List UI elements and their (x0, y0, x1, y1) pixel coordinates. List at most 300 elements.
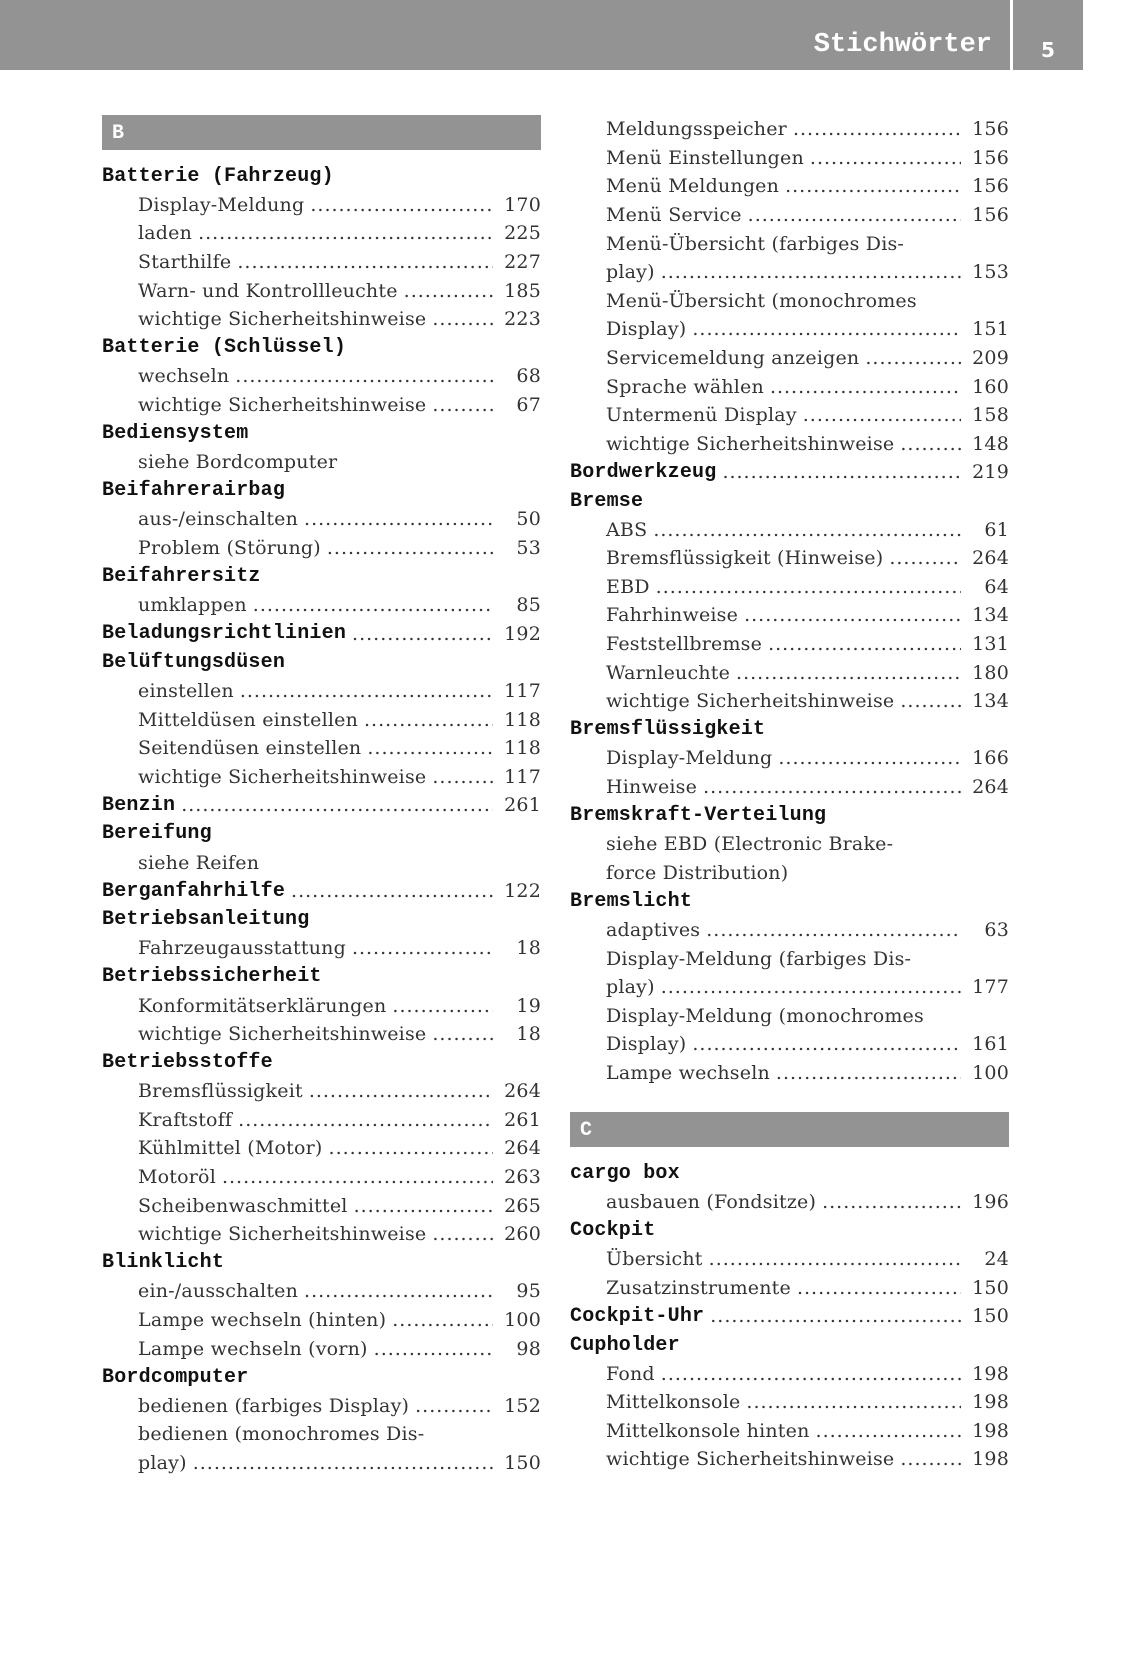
entry-text: siehe Bordcomputer (138, 451, 338, 474)
dot-leader (865, 347, 961, 369)
entry-text: Menü-Übersicht (farbiges Dis- (606, 232, 905, 255)
index-subentry (570, 944, 1009, 973)
index-subentry (570, 658, 1009, 687)
index-subentry (102, 1306, 541, 1335)
entry-text: force Distribution) (606, 861, 789, 884)
dot-leader (748, 204, 961, 226)
index-subentry (570, 372, 1009, 401)
page-reference: 24 (984, 1248, 1009, 1271)
index-keyword (102, 1363, 541, 1392)
page-reference: 64 (984, 575, 1009, 598)
page-reference: 100 (504, 1309, 541, 1332)
page-reference: 180 (972, 661, 1009, 684)
index-subentry (570, 201, 1009, 230)
index-subentry (570, 515, 1009, 544)
index-keyword (570, 801, 1009, 830)
dot-leader (392, 1309, 493, 1331)
page-reference: 134 (972, 604, 1009, 627)
entry-text: Fahrzeugausstattung (138, 937, 346, 960)
index-subentry (570, 172, 1009, 201)
dot-leader (889, 547, 961, 569)
dot-leader (900, 433, 961, 455)
entry-text: wichtige Sicherheitshinweise (138, 1223, 427, 1246)
index-keyword (102, 1249, 541, 1278)
entry-text: Menü Einstellungen (606, 146, 804, 169)
index-column-right (570, 115, 1009, 1474)
index-subentry (570, 258, 1009, 287)
page-reference: 170 (504, 193, 541, 216)
page-number-box (1013, 0, 1083, 70)
entry-text: Blinklicht (102, 1251, 225, 1275)
entry-text: Beifahrerairbag (102, 479, 286, 503)
entry-text: Bereifung (102, 822, 212, 846)
entry-text: Warnleuchte (606, 661, 731, 684)
index-subentry (570, 1030, 1009, 1059)
entry-text: Lampe wechseln (606, 1061, 770, 1084)
page-reference: 150 (504, 1452, 541, 1475)
dot-leader (392, 995, 493, 1017)
index-subentry (102, 1277, 541, 1306)
dot-leader (703, 776, 961, 798)
dot-leader (746, 1391, 961, 1413)
dot-leader (432, 394, 493, 416)
index-keyword (102, 334, 541, 363)
entry-text: Display-Meldung (monochromes (606, 1004, 924, 1027)
entry-text: Meldungsspeicher (606, 118, 787, 141)
index-subentry (102, 391, 541, 420)
entry-text: Warn- und Kontrollleuchte (138, 279, 398, 302)
index-subentry (102, 762, 541, 791)
entry-text: Kühlmittel (Motor) (138, 1137, 323, 1160)
dot-leader (291, 880, 493, 902)
entry-text: Betriebsstoffe (102, 1051, 273, 1075)
entry-text: wichtige Sicherheitshinweise (606, 1448, 895, 1471)
page-reference: 160 (972, 375, 1009, 398)
entry-text: wichtige Sicherheitshinweise (606, 690, 895, 713)
entry-text: Zusatzinstrumente (606, 1276, 791, 1299)
dot-leader (900, 1448, 961, 1470)
entry-text: Kraftstoff (138, 1108, 233, 1131)
dot-leader (709, 1248, 961, 1270)
index-keyword (102, 162, 541, 191)
dot-leader (222, 1166, 493, 1188)
index-subentry (570, 115, 1009, 144)
entry-text: play) (606, 261, 655, 284)
entry-text: Bremsflüssigkeit (Hinweise) (606, 547, 884, 570)
entry-text: Bediensystem (102, 422, 249, 446)
entry-text: Display-Meldung (138, 193, 305, 216)
index-subentry (570, 344, 1009, 373)
dot-leader (706, 919, 961, 941)
index-keyword (570, 887, 1009, 916)
entry-text: Display) (606, 1033, 687, 1056)
index-keyword (102, 562, 541, 591)
entry-text: adaptives (606, 918, 701, 941)
index-subentry (570, 1388, 1009, 1417)
index-subentry (570, 830, 1009, 859)
page-reference: 198 (972, 1419, 1009, 1442)
page-reference: 264 (504, 1137, 541, 1160)
index-subentry (102, 734, 541, 763)
page-reference: 260 (504, 1223, 541, 1246)
entry-text: Beladungsrichtlinien (102, 622, 347, 646)
page-reference: 152 (504, 1394, 541, 1417)
header-bar (0, 0, 1010, 70)
index-subentry (570, 858, 1009, 887)
dot-leader (354, 1195, 493, 1217)
page-reference: 265 (504, 1194, 541, 1217)
index-subentry (570, 229, 1009, 258)
dot-leader (778, 747, 961, 769)
entry-text: umklappen (138, 594, 247, 617)
page-reference: 117 (504, 765, 541, 788)
dot-leader (661, 1363, 961, 1385)
index-keyword (102, 905, 541, 934)
index-subentry (570, 401, 1009, 430)
index-subentry (102, 1020, 541, 1049)
entry-text: Untermenü Display (606, 404, 797, 427)
entry-text: play) (606, 976, 655, 999)
dot-leader (374, 1338, 493, 1360)
index-keyword (102, 477, 541, 506)
page-reference: 98 (516, 1337, 541, 1360)
entry-text: Sprache wählen (606, 375, 764, 398)
page-reference: 85 (516, 594, 541, 617)
dot-leader (710, 1305, 961, 1327)
entry-text: Cockpit-Uhr (570, 1304, 705, 1328)
index-keyword (102, 620, 541, 649)
page-reference: 156 (972, 204, 1009, 227)
dot-leader (364, 709, 493, 731)
index-subentry (570, 287, 1009, 316)
page-reference: 148 (972, 432, 1009, 455)
index-subentry (102, 248, 541, 277)
page-reference: 198 (972, 1391, 1009, 1414)
index-subentry (102, 219, 541, 248)
index-subentry (102, 362, 541, 391)
page-reference: 18 (516, 937, 541, 960)
entry-text: bedienen (monochromes Dis- (138, 1423, 425, 1446)
index-subentry (102, 991, 541, 1020)
index-subentry (570, 1188, 1009, 1217)
page-reference: 177 (972, 976, 1009, 999)
page-reference: 19 (516, 994, 541, 1017)
index-keyword (102, 1048, 541, 1077)
dot-leader (770, 376, 961, 398)
index-subentry (570, 601, 1009, 630)
dot-leader (193, 1452, 493, 1474)
entry-text: ein-/ausschalten (138, 1280, 299, 1303)
dot-leader (329, 1137, 493, 1159)
dot-leader (432, 1223, 493, 1245)
index-subentry (102, 191, 541, 220)
entry-text: Bremslicht (570, 889, 693, 913)
index-subentry (570, 430, 1009, 459)
entry-text: EBD (606, 575, 650, 598)
index-keyword (102, 791, 541, 820)
entry-text: aus-/einschalten (138, 508, 299, 531)
entry-text: Display) (606, 318, 687, 341)
dot-leader (810, 147, 961, 169)
entry-text: Menü Service (606, 204, 742, 227)
index-subentry (102, 677, 541, 706)
entry-text: wichtige Sicherheitshinweise (138, 394, 427, 417)
page-reference: 264 (504, 1080, 541, 1103)
page-reference: 198 (972, 1448, 1009, 1471)
index-subentry (570, 144, 1009, 173)
page-reference: 158 (972, 404, 1009, 427)
entry-text: Cockpit (570, 1219, 656, 1243)
page-reference: 156 (972, 175, 1009, 198)
dot-leader (776, 1062, 961, 1084)
dot-leader (432, 766, 493, 788)
dot-leader (404, 280, 493, 302)
entry-text: Starthilfe (138, 251, 232, 274)
dot-leader (803, 404, 961, 426)
letter-section-header: B (102, 115, 541, 150)
entry-text: Menü Meldungen (606, 175, 780, 198)
page-reference: 118 (504, 708, 541, 731)
entry-text: Bremsflüssigkeit (570, 718, 766, 742)
entry-text: Beifahrersitz (102, 565, 261, 589)
entry-text: Lampe wechseln (vorn) (138, 1337, 368, 1360)
dot-leader (692, 318, 961, 340)
dot-leader (661, 261, 961, 283)
index-keyword (102, 419, 541, 448)
index-subentry (102, 1392, 541, 1421)
dot-leader (900, 690, 961, 712)
index-subentry (570, 573, 1009, 602)
index-subentry (102, 848, 541, 877)
dot-leader (181, 794, 493, 816)
dot-leader (736, 662, 961, 684)
page-reference: 264 (972, 547, 1009, 570)
index-column-left (102, 115, 541, 1477)
dot-leader (692, 1033, 961, 1055)
dot-leader (415, 1395, 493, 1417)
entry-text: Problem (Störung) (138, 537, 321, 560)
page-reference: 150 (972, 1305, 1009, 1328)
index-keyword (570, 1216, 1009, 1245)
page-reference: 223 (504, 308, 541, 331)
entry-text: wichtige Sicherheitshinweise (138, 1023, 427, 1046)
page-reference: 18 (516, 1023, 541, 1046)
index-keyword (102, 820, 541, 849)
index-subentry (570, 1417, 1009, 1446)
entry-text: Belüftungsdüsen (102, 650, 286, 674)
index-subentry (102, 1191, 541, 1220)
index-subentry (570, 687, 1009, 716)
entry-text: Fahrhinweise (606, 604, 739, 627)
page-reference: 134 (972, 690, 1009, 713)
page-reference: 196 (972, 1191, 1009, 1214)
entry-text: Betriebsanleitung (102, 908, 310, 932)
entry-text: Display-Meldung (606, 747, 773, 770)
dot-leader (816, 1420, 961, 1442)
index-subentry (570, 973, 1009, 1002)
page-reference: 61 (984, 518, 1009, 541)
entry-text: Scheibenwaschmittel (138, 1194, 348, 1217)
page-reference: 261 (504, 794, 541, 817)
dot-leader (367, 737, 493, 759)
dot-leader (352, 623, 493, 645)
entry-text: Feststellbremse (606, 632, 763, 655)
dot-leader (309, 1080, 493, 1102)
page-reference: 263 (504, 1166, 541, 1189)
dot-leader (304, 1280, 493, 1302)
index-keyword (570, 1159, 1009, 1188)
index-subentry (102, 1163, 541, 1192)
dot-leader (785, 175, 961, 197)
entry-text: Motoröl (138, 1166, 216, 1189)
dot-leader (744, 604, 961, 626)
entry-text: Display-Meldung (farbiges Dis- (606, 947, 912, 970)
page-reference: 161 (972, 1033, 1009, 1056)
entry-text: wichtige Sicherheitshinweise (138, 765, 427, 788)
spacer (570, 1087, 1009, 1112)
entry-text: Cupholder (570, 1333, 680, 1357)
dot-leader (653, 519, 961, 541)
dot-leader (304, 508, 493, 530)
page-reference: 67 (516, 394, 541, 417)
index-subentry (102, 1220, 541, 1249)
entry-text: Bordcomputer (102, 1365, 249, 1389)
entry-text: Benzin (102, 793, 176, 817)
entry-text: Fond (606, 1362, 655, 1385)
dot-leader (253, 594, 493, 616)
page-reference: 156 (972, 118, 1009, 141)
entry-text: bedienen (farbiges Display) (138, 1394, 410, 1417)
index-subentry (570, 1001, 1009, 1030)
page-reference: 166 (972, 747, 1009, 770)
index-keyword (102, 877, 541, 906)
index-keyword (570, 458, 1009, 487)
dot-leader (768, 633, 961, 655)
index-subentry (102, 448, 541, 477)
dot-leader (237, 251, 493, 273)
index-subentry (102, 305, 541, 334)
dot-leader (327, 537, 493, 559)
entry-text: Mittelkonsole (606, 1391, 741, 1414)
index-keyword (570, 1331, 1009, 1360)
entry-text: Bordwerkzeug (570, 460, 717, 484)
index-subentry (102, 534, 541, 563)
page-reference: 225 (504, 222, 541, 245)
entry-text: Bremsflüssigkeit (138, 1080, 303, 1103)
index-subentry (570, 1274, 1009, 1303)
entry-text: siehe EBD (Electronic Brake- (606, 833, 894, 856)
page-reference: 53 (516, 537, 541, 560)
index-keyword (570, 1302, 1009, 1331)
entry-text: cargo box (570, 1161, 680, 1185)
index-subentry (570, 1445, 1009, 1474)
entry-text: wichtige Sicherheitshinweise (138, 308, 427, 331)
entry-text: Servicemeldung anzeigen (606, 347, 860, 370)
dot-leader (722, 461, 961, 483)
index-keyword (102, 963, 541, 992)
entry-text: Übersicht (606, 1248, 703, 1271)
entry-text: siehe Reifen (138, 851, 260, 874)
entry-text: Bremse (570, 489, 644, 513)
section-title: Stichwörter (813, 30, 992, 60)
page-reference: 153 (972, 261, 1009, 284)
index-subentry (570, 1245, 1009, 1274)
index-subentry (570, 315, 1009, 344)
dot-leader (235, 365, 493, 387)
index-subentry (102, 934, 541, 963)
index-subentry (102, 1449, 541, 1478)
entry-text: Mitteldüsen einstellen (138, 708, 359, 731)
page-reference: 264 (972, 775, 1009, 798)
entry-text: play) (138, 1452, 187, 1475)
page-reference: 227 (504, 251, 541, 274)
page-reference: 209 (972, 347, 1009, 370)
index-keyword (102, 648, 541, 677)
entry-text: Berganfahrhilfe (102, 879, 286, 903)
dot-leader (238, 1109, 493, 1131)
index-subentry (570, 773, 1009, 802)
entry-text: Lampe wechseln (hinten) (138, 1309, 387, 1332)
index-keyword (570, 715, 1009, 744)
page-reference: 63 (984, 918, 1009, 941)
entry-text: laden (138, 222, 193, 245)
index-subentry (570, 744, 1009, 773)
dot-leader (432, 308, 493, 330)
page-reference: 68 (516, 365, 541, 388)
page-reference: 156 (972, 146, 1009, 169)
dot-leader (310, 194, 493, 216)
index-subentry (102, 1134, 541, 1163)
index-subentry (102, 1334, 541, 1363)
index-subentry (570, 630, 1009, 659)
letter-section-header: C (570, 1112, 1009, 1147)
index-subentry (102, 591, 541, 620)
page-reference: 219 (972, 461, 1009, 484)
dot-leader (661, 976, 961, 998)
dot-leader (793, 118, 961, 140)
index-subentry (102, 1420, 541, 1449)
entry-text: Menü-Übersicht (monochromes (606, 289, 917, 312)
entry-text: Batterie (Fahrzeug) (102, 164, 334, 188)
entry-text: Bremskraft-Verteilung (570, 804, 827, 828)
entry-text: Mittelkonsole hinten (606, 1419, 810, 1442)
index-subentry (570, 916, 1009, 945)
index-keyword (570, 487, 1009, 516)
page-reference: 95 (516, 1280, 541, 1303)
page-reference: 198 (972, 1362, 1009, 1385)
index-subentry (102, 1077, 541, 1106)
page-reference: 150 (972, 1276, 1009, 1299)
dot-leader (656, 576, 961, 598)
index-subentry (102, 705, 541, 734)
index-subentry (570, 1059, 1009, 1088)
page-reference: 192 (504, 622, 541, 645)
dot-leader (797, 1277, 961, 1299)
page-reference: 122 (504, 880, 541, 903)
dot-leader (822, 1191, 961, 1213)
page-reference: 118 (504, 737, 541, 760)
entry-text: ABS (606, 518, 648, 541)
entry-text: Konformitätserklärungen (138, 994, 387, 1017)
page-reference: 151 (972, 318, 1009, 341)
page-number: 5 (1041, 38, 1055, 62)
dot-leader (432, 1023, 493, 1045)
dot-leader (198, 222, 493, 244)
page-reference: 117 (504, 679, 541, 702)
entry-text: einstellen (138, 679, 234, 702)
entry-text: Seitendüsen einstellen (138, 737, 362, 760)
entry-text: Batterie (Schlüssel) (102, 336, 347, 360)
